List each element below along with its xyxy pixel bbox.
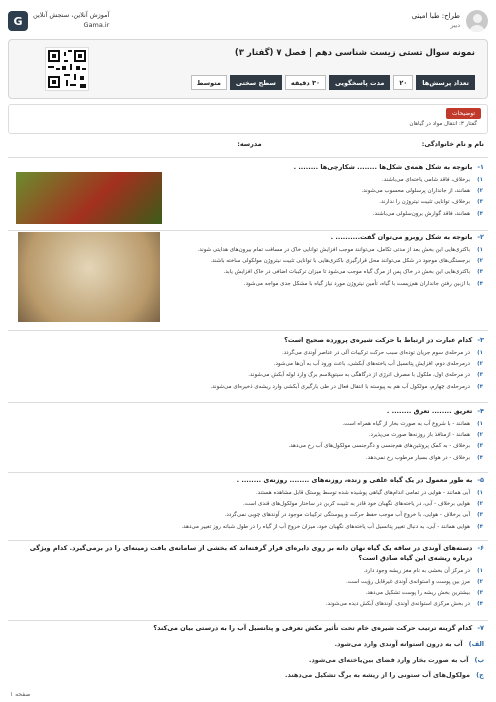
option-text: باکتری‌هایی این بخش در خاک پس از مرگ گیاه موجب می‌شود تا میزان ترکیبات اضافی در خاک افزایش یابد. bbox=[223, 269, 470, 276]
option-4[interactable] bbox=[14, 600, 484, 608]
option-text: همانند - ازمنافذ باز روزنه‌ها صورت می‌پذیرد. bbox=[368, 432, 470, 438]
option-number: ۳) bbox=[477, 512, 483, 519]
option-3[interactable] bbox=[154, 198, 484, 206]
option-number: ۱) bbox=[477, 246, 483, 253]
option-2[interactable] bbox=[154, 187, 484, 195]
option-text: باکتری‌هایی این بخش بعد از مدتی تکامل، می‌توانند موجب افزایش توانایی خاک در مسافت تمام بیرون‌های هدایتی شوند. bbox=[197, 246, 470, 253]
divider bbox=[8, 402, 488, 403]
brand bbox=[8, 11, 109, 31]
option-3[interactable] bbox=[14, 589, 484, 597]
exam-meta-cell: ۳۰ دقیقه bbox=[285, 75, 326, 90]
option-number: ۳) bbox=[477, 269, 483, 276]
designer-info bbox=[412, 10, 488, 32]
option-4[interactable] bbox=[14, 523, 484, 531]
option-text: برخلاف، توانایی تثبیت نیتروژن را ندارند. bbox=[379, 199, 470, 206]
option-number: ۳) bbox=[477, 590, 483, 596]
question-number: ۴- bbox=[477, 407, 484, 415]
option-text: برجستگی‌های موجود در شکل می‌توانند محل قرارگیری باکتری‌هایی با توانایی تثبیت نیتروژن مولکولی ساخته باشند. bbox=[210, 258, 470, 264]
root-nodules-image bbox=[18, 232, 160, 322]
option-1[interactable] bbox=[14, 489, 484, 497]
question-text: باتوجه به شکل روبرو می‌توان گفت.......... . bbox=[330, 233, 473, 241]
option-4[interactable] bbox=[154, 210, 484, 218]
option-1[interactable] bbox=[14, 349, 484, 357]
designer-role: دبیر bbox=[450, 21, 460, 29]
question-number: ۷- bbox=[477, 624, 484, 632]
student-info bbox=[8, 140, 488, 154]
question-number: ۳- bbox=[477, 336, 484, 344]
option-number: ۴) bbox=[477, 280, 483, 287]
option-text: همانند، از جانداران پرسلولی محسوب می‌شوند. bbox=[361, 188, 470, 194]
option-text: همانند، فاقد گوارش برون‌سلولی می‌باشند. bbox=[372, 210, 470, 217]
question-number: ۵- bbox=[477, 476, 484, 484]
exam-meta-cell: سطح سختی bbox=[230, 75, 282, 90]
option-number: ۱) bbox=[477, 420, 483, 427]
notes-badge: توضیحات bbox=[446, 108, 481, 119]
question-6 bbox=[14, 544, 484, 609]
option-text: درمرحله‌ی چهارم، مولکول آب هم به پیوسته با انتقال فعال در طی بارگیری آبکشی وارد ریشه‌ی ذخیره‌ای می‌شوند. bbox=[210, 383, 470, 390]
exam-meta bbox=[191, 75, 475, 90]
option-text: مرز بین پوست و استوانه‌ی آوندی غیرقابل رؤیت است. bbox=[346, 578, 470, 585]
question-number: ۱- bbox=[477, 163, 484, 171]
option-number: ب) bbox=[474, 655, 484, 664]
option-number: ۴) bbox=[477, 383, 483, 390]
option-text: در بخش مرکزی استوانه‌ی آوندی، آوندهای آبکش دیده می‌شوند. bbox=[325, 601, 470, 608]
question-number: ۲- bbox=[477, 233, 484, 241]
option-2[interactable] bbox=[14, 431, 484, 439]
option-2[interactable] bbox=[14, 578, 484, 586]
option-text: بیشترین بخش ریشه را پوست تشکیل می‌دهد. bbox=[365, 590, 470, 596]
option-3[interactable] bbox=[14, 442, 484, 450]
exam-meta-cell: مدت پاسخگویی bbox=[329, 75, 390, 90]
exam-header bbox=[8, 6, 488, 101]
option-number: ۳) bbox=[477, 443, 483, 450]
option-number: ۲) bbox=[477, 258, 483, 264]
statement-b bbox=[14, 656, 484, 666]
option-number: ۴) bbox=[477, 523, 483, 530]
question-text: تعریق ........ تعرق ........ . bbox=[386, 407, 473, 415]
student-name-label: نام و نام خانوادگی: bbox=[421, 140, 484, 148]
brand-site[interactable]: Gama.ir bbox=[83, 21, 110, 29]
option-text: در مرکز آن بخشی به نام مغز ریشه وجود دارد. bbox=[363, 567, 470, 574]
option-text: در مرحله‌ی اول، ملکول با مصرف انرژی از درگاهگی به سیتوپلاسم برگ وارد لوله آبکش می‌شوند. bbox=[248, 372, 470, 379]
divider bbox=[8, 472, 488, 473]
brand-logo-icon: G bbox=[8, 11, 28, 31]
option-text: در مرحله‌ی سوم جریان توده‌ای سبب حرکت ترکیبات آلی در عناصر آوندی می‌گردد. bbox=[281, 349, 470, 356]
divider bbox=[8, 157, 488, 158]
school-label: مدرسه: bbox=[237, 140, 262, 148]
exam-meta-cell: ۲۰ bbox=[393, 75, 413, 90]
exam-meta-cell: متوسط bbox=[191, 75, 227, 90]
question-3 bbox=[14, 336, 484, 391]
option-number: ۲) bbox=[477, 361, 483, 367]
option-2[interactable] bbox=[14, 360, 484, 368]
option-number: ۳) bbox=[477, 372, 483, 379]
option-number: ۱) bbox=[477, 489, 483, 496]
statement-a bbox=[14, 640, 484, 650]
option-number: ۲) bbox=[477, 578, 483, 585]
option-text: برخلاف - به کمک پروتئین‌های هم‌جنسی و دگرجنسی مولکول‌های آب رخ می‌دهد. bbox=[288, 443, 470, 450]
option-number: ۲) bbox=[477, 432, 483, 438]
carnivorous-plants-image bbox=[16, 172, 162, 224]
option-text: آبی برخلاف - هوایی، با خروج آب موجب حفظ حرکت و پیوستگی ترکیبات موجود در آوندهای چوبی نمی‌گردد. bbox=[224, 512, 470, 519]
option-number: ۴) bbox=[477, 601, 483, 608]
option-text: هوایی برخلاف - آبی، در یاخته‌های نگهبان خود قادر به تثبیت کربن در ساختار مولکول‌های قندی است. bbox=[242, 501, 470, 507]
option-number: ۴) bbox=[477, 210, 483, 217]
question-1 bbox=[154, 163, 484, 218]
question-5 bbox=[14, 476, 484, 531]
option-text: مولکول‌های آب ستونی را از ریشه به برگ تشکیل می‌دهند. bbox=[284, 671, 470, 680]
question-text: باتوجه به شکل همه‌ی شکل‌ها ........ شکارچی‌ها ........ . bbox=[293, 163, 473, 171]
option-number: ۱) bbox=[477, 349, 483, 356]
exam-title: نمونه سوال تستی زیست شناسی دهم | فصل ۷ (گفتار ۳) bbox=[234, 48, 475, 58]
question-text: به طور معمول در یک گیاه علفی و زنده، روزنه‌های ........ روزنه‌ی ........ . bbox=[236, 476, 473, 484]
brand-tagline: آموزش آنلاین، سنجش آنلاین bbox=[33, 11, 110, 20]
option-1[interactable] bbox=[154, 176, 484, 184]
option-number: ج) bbox=[476, 671, 484, 680]
question-number: ۶- bbox=[477, 544, 484, 552]
option-number: ۱) bbox=[477, 176, 483, 183]
avatar bbox=[466, 10, 488, 32]
option-text: آب به صورت بخار وارد فضای بین‌یاخته‌ای می‌شود. bbox=[308, 655, 469, 664]
statement-c bbox=[14, 671, 484, 681]
option-text: برخلاف - در هوای بسیار مرطوب رخ نمی‌دهد. bbox=[365, 454, 470, 461]
option-text: همانند - با شروع آب به صورت بخار از گیاه همراه است. bbox=[342, 420, 470, 427]
divider bbox=[8, 540, 488, 541]
question-text: دسته‌های آوندی در ساقه یک گیاه نهان دانه بر روی دایره‌ای قرار گرفته‌اند که بخشی از سامانه‌ی بافت زمینه‌ای را در برمی‌گیرد. کدام ویژگی درباره ریشه‌ی این گیاه صادق است؟ bbox=[29, 544, 473, 562]
exam-title-box bbox=[8, 39, 488, 99]
option-1[interactable] bbox=[14, 567, 484, 575]
divider bbox=[8, 330, 488, 331]
exam-meta-cell: تعداد پرسش‌ها bbox=[416, 75, 475, 90]
option-3[interactable] bbox=[14, 511, 484, 519]
divider bbox=[8, 230, 488, 231]
option-number: الف) bbox=[468, 639, 484, 648]
designer-name: طراح: طبا امینی bbox=[411, 11, 460, 20]
option-4[interactable] bbox=[14, 383, 484, 391]
option-text: آبی همانند - هوایی در تمامی اندام‌های گیاهی پوشیده شده توسط پوستک قابل مشاهده هستند. bbox=[255, 489, 470, 496]
option-2[interactable] bbox=[14, 500, 484, 508]
question-4 bbox=[14, 407, 484, 462]
page-number: صفحه ۱ bbox=[10, 691, 31, 698]
option-number: ۳) bbox=[477, 199, 483, 206]
option-4[interactable] bbox=[14, 454, 484, 462]
notes-text: گفتار ۳: انتقال مواد در گیاهان bbox=[409, 121, 477, 127]
question-text: کدام عبارت در ارتباط با حرکت شیره‌ی پرورده صحیح است؟ bbox=[284, 336, 473, 344]
divider bbox=[8, 620, 488, 621]
option-number: ۲) bbox=[477, 501, 483, 507]
option-text: برخلاف، فاقد شامی یاخته‌ای می‌باشند. bbox=[381, 176, 470, 183]
option-number: ۱) bbox=[477, 567, 483, 574]
question-text: کدام گزینه ترتیب حرکت شیره‌ی خام تحت تأثیر مکش تعرقی و پتانسیل آب را به درستی بیان می‌کند؟ bbox=[153, 624, 473, 632]
option-number: ۴) bbox=[477, 454, 483, 461]
option-3[interactable] bbox=[14, 371, 484, 379]
option-text: با ازبین رفتن جانداران هم‌زیست با گیاه، تأمین نیتروژن مورد نیاز گیاه با مشکل جدی مواجه می‌شود. bbox=[243, 280, 470, 287]
option-text: آب به درون استوانه آوندی وارد می‌شود. bbox=[334, 639, 463, 648]
option-text: هوایی همانند - آبی، به دنبال تغییر پتانسیل آب یاخته‌های نگهبان خود، میزان خروج آب از گیاه را در طول شبانه روز تغییر می‌دهد. bbox=[181, 523, 470, 530]
option-number: ۲) bbox=[477, 188, 483, 194]
qr-code-icon[interactable] bbox=[45, 47, 89, 91]
option-text: درمرحله‌ی دوم، افزایش پتانسیل آب یاخته‌های آبکشی، باعث ورود آب به آن‌ها می‌شود. bbox=[273, 361, 470, 367]
option-1[interactable] bbox=[14, 420, 484, 428]
notes-box bbox=[8, 104, 488, 134]
question-7 bbox=[14, 624, 484, 681]
